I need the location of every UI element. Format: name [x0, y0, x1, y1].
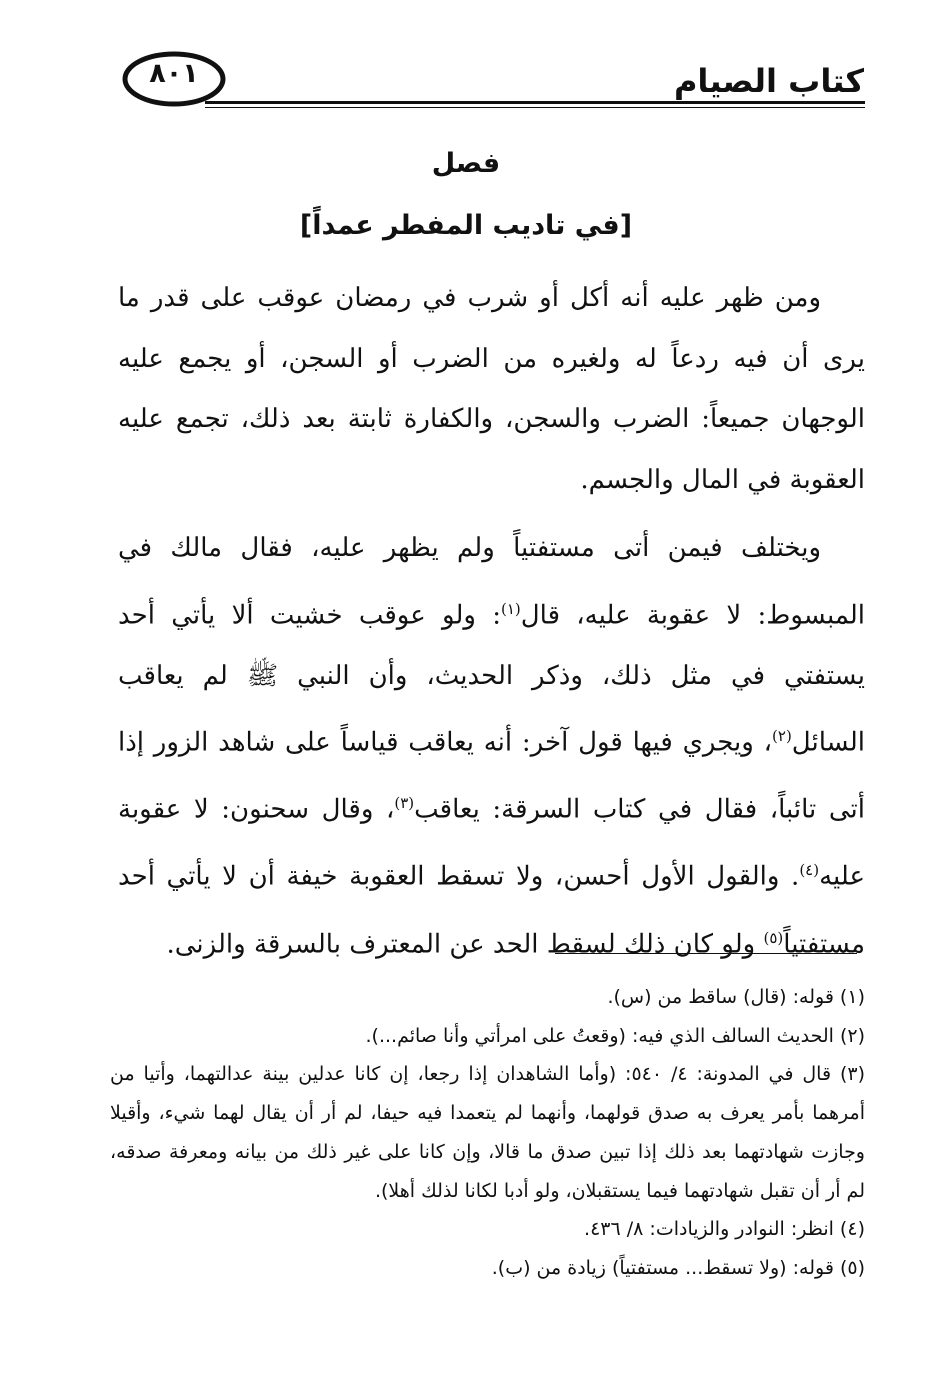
footnote-2: (٢) الحديث السالف الذي فيه: (وقعتُ على امرأتي وأنا صائم...). [365, 1024, 865, 1047]
footnotes [110, 978, 865, 1288]
paragraph-1-text: ومن ظهر عليه أنه أكل أو شرب في رمضان عوقب على قدر ما يرى أن فيه ردعاً له ولغيره من الضرب أو السجن، أو يجمع عليه الوجهان جميعاً: الضرب والسجن، والكفارة ثابتة بعد ذلك، تجمع عليه العقوبة في المال والجسم. [118, 283, 865, 495]
footnote-1: (١) قوله: (قال) ساقط من (س). [607, 986, 865, 1008]
footnote-ref-3: (٣) [394, 794, 415, 813]
page-number: ٨٠١ [149, 58, 199, 89]
paragraph-1 [118, 268, 865, 510]
book-title: كتاب الصيام [673, 62, 864, 100]
footnote-ref-5: (٥) [763, 928, 784, 947]
paragraph-2-part-a: ويختلف فيمن أتى مستفتياً ولم يظهر عليه، فقال مالك في المبسوط: لا عقوبة عليه، قال [118, 533, 865, 631]
header-rule [205, 101, 865, 104]
paragraph-2-part-b: : ولو عوقب خشيت ألا يأتي أحد يستفتي في مثل ذلك، وذكر الحديث، وأن النبي ﷺ لم يعاقب السائل [118, 600, 865, 758]
paragraph-2-part-c: ، ويجري فيها قول آخر: أنه يعاقب قياساً على شاهد الزور إذا أتى تائباً، فقال في كتاب السرقة: يعاقب [118, 727, 865, 825]
footnote-5: (٥) قوله: (ولا تسقط... مستفتياً) زيادة من (ب). [491, 1256, 865, 1279]
paragraph-2 [118, 518, 865, 975]
footnote-separator [555, 953, 857, 954]
paragraph-2-part-f: ولو كان ذلك لسقط الحد عن المعترف بالسرقة والزنى. [166, 929, 764, 960]
footnote-4: (٤) انظر: النوادر والزيادات: ٨/ ٤٣٦. [584, 1218, 865, 1241]
footnote-ref-2: (٢) [772, 727, 792, 746]
main-text [118, 268, 865, 975]
footnote-3: (٣) قال في المدونة: ٤/ ٥٤٠: (وأما الشاهدان إذا رجعا، إن كانا عدلين بينة عدالتهما، وأتيا من أمرهما بأمر يعرف به صدق قولهما، وأنهما لم يتعمدا فيه حيفا، لم أر أن يقال لهما شيء، وأقيلا وجازت شهادتهما بعد ذلك إذا تبين صدق ما قالا، وإن كانا على غير ذلك من بيانه ومعرفة صدقه، لم أر أن تقبل شهادتهما فيما يستقبلان، ولو أدبا لكانا لذلك أهلا). [110, 1063, 865, 1202]
section-title: فصل [431, 148, 501, 179]
header-rule-thin [205, 107, 865, 108]
footnote-ref-4: (٤) [799, 861, 820, 880]
footnote-ref-1: (١) [500, 599, 521, 618]
paragraph-2-part-e: . والقول الأول أحسن، ولا تسقط العقوبة خيفة أن لا يأتي أحد مستفتياً [118, 862, 865, 960]
paragraph-2-part-d: ، وقال سحنون: لا عقوبة عليه [118, 794, 865, 893]
section-subtitle: [في تاديب المفطر عمداً] [299, 210, 633, 241]
